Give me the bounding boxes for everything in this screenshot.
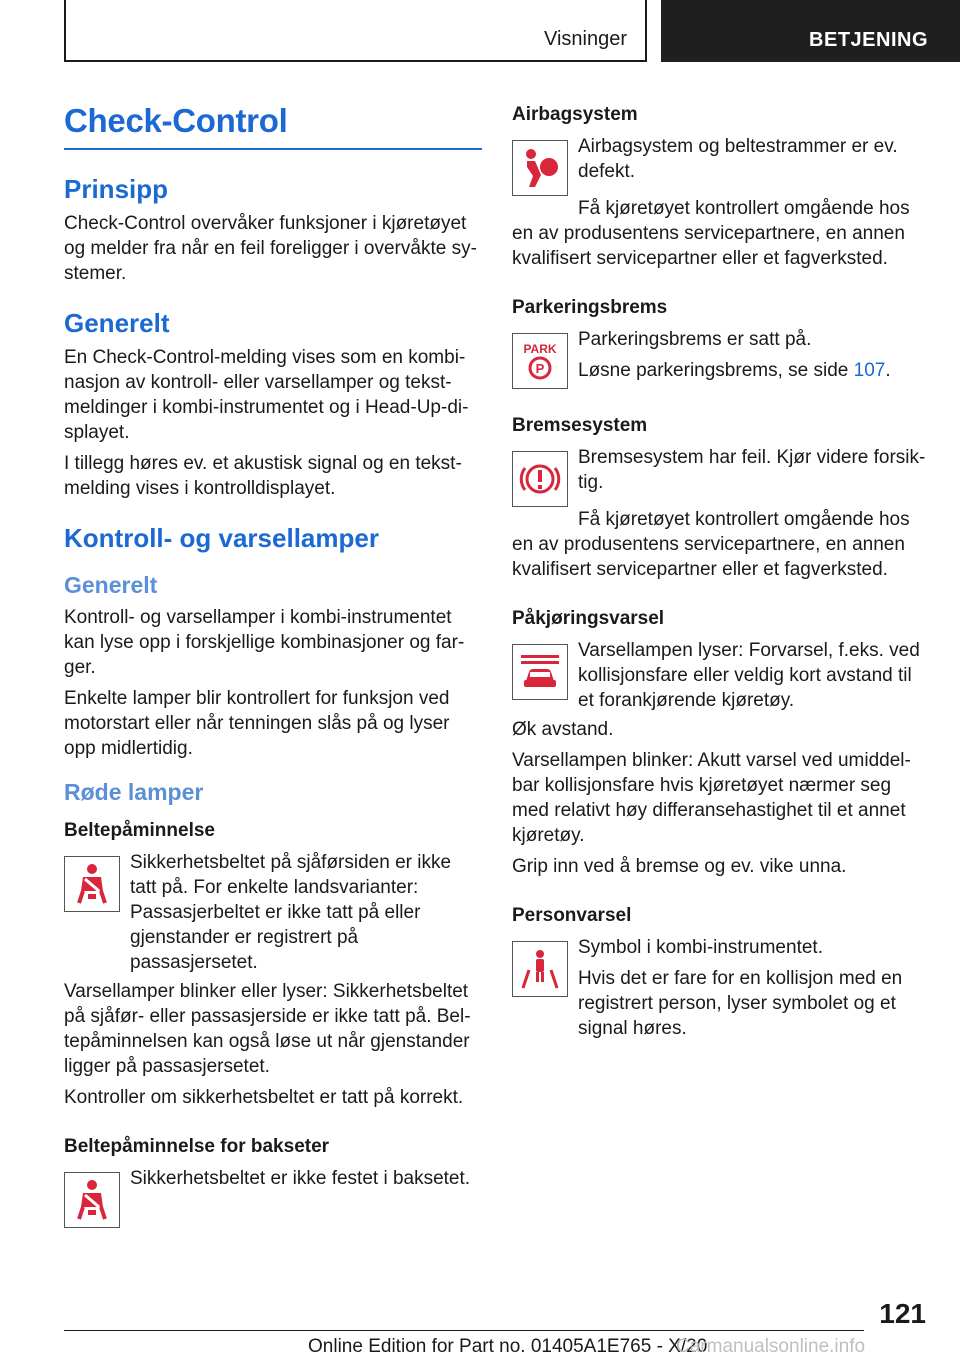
page-number: 121 — [879, 1298, 926, 1329]
park-p1: Parkeringsbrems er satt på. — [578, 329, 812, 350]
heading-prinsipp: Prinsipp — [64, 174, 169, 204]
park-icon-symbol: P — [535, 361, 545, 376]
subheading-generelt: Generelt — [64, 572, 158, 598]
kontroll-p1: Kontroll- og varsellamper i kombi-instrumentet kan lyse opp i forskjellige kombinasjoner og farger. — [64, 607, 465, 678]
entry-bremsesystem — [512, 415, 930, 582]
rear-seatbelt-icon — [64, 1172, 120, 1228]
entry-parkeringsbrems — [512, 297, 930, 389]
entry-pakjoringsvarsel — [512, 608, 930, 879]
park-p2-end: . — [885, 360, 891, 381]
entry-airbag — [512, 104, 930, 271]
kontroll-p2: Enkelte lamper blir kontrollert for funksjon ved motorstart eller når tenningen slås på og lyser opp midlertidig. — [64, 688, 450, 759]
collision-warning-icon — [512, 644, 568, 700]
park-p2-text: Løsne parkeringsbrems, se side — [578, 360, 854, 381]
brems-p2: Få kjøretøyet kontrollert omgående hos en av produsentens servicepartnere, en annen kvalifisert servicepartner eller et fagverksted. — [512, 509, 910, 580]
parking-brake-icon — [512, 333, 568, 389]
pedestrian-warning-icon — [512, 941, 568, 997]
left-column — [64, 98, 482, 1254]
park-heading: Parkeringsbrems — [512, 297, 668, 318]
airbag-p1: Airbagsystem og beltestrammer er ev. defekt. — [578, 136, 898, 182]
belte-p2: Varsellamper blinker eller lyser: Sikkerhetsbeltet på sjåfør- eller passasjerside er ikke tatt på. Beltepåminnelsen kan også løse ut når gjenstander ligger på passasjersetet. — [64, 981, 471, 1077]
person-p1: Symbol i kombi-instrumentet. — [578, 937, 823, 958]
person-p2: Hvis det er fare for en kollisjon med en registrert person, lyser symbolet og et signal høres. — [578, 968, 903, 1039]
heading-rode-lamper: Røde lamper — [64, 779, 204, 805]
pakjoring-p2: Øk avstand. — [512, 719, 614, 740]
pakjoring-p4: Grip inn ved å bremse og ev. vike unna. — [512, 856, 847, 877]
pakjoring-heading: Påkjøringsvarsel — [512, 608, 665, 629]
belte-p1: Sikkerhetsbeltet på sjåførsiden er ikke tatt på. For enkelte landsvarianter: Passasjerbeltet er ikke tatt på eller gjenstander er registrert på passasjersetet. — [130, 852, 452, 973]
pakjoring-p3: Varsellampen blinker: Akutt varsel ved umiddelbar kollisjonsfare hvis kjøretøyet nærmer seg med relativt høy differansehastighet til et annet kjøretøy. — [512, 750, 911, 846]
heading-generelt: Generelt — [64, 308, 170, 338]
footer-rule — [64, 1330, 864, 1331]
page-title: Check-Control — [64, 102, 482, 150]
entry-personvarsel — [512, 905, 930, 1045]
park-icon-text: PARK — [523, 342, 557, 356]
heading-kontroll: Kontroll- og varsellamper — [64, 523, 379, 553]
header-chapter-tab — [661, 0, 960, 62]
pakjoring-p1: Varsellampen lyser: Forvarsel, f.eks. ved kollisjonsfare eller veldig kort avstand til et forankjørende kjøretøy. — [578, 640, 920, 711]
belte-p3: Kontroller om sikkerhetsbeltet er tatt på korrekt. — [64, 1087, 464, 1108]
airbag-icon — [512, 140, 568, 196]
header-section-box — [64, 0, 647, 62]
header-section-title: Visninger — [543, 28, 627, 50]
brems-heading: Bremsesystem — [512, 415, 648, 436]
bakseter-heading: Beltepåminnelse for bakseter — [64, 1136, 330, 1157]
bakseter-p1: Sikkerhetsbeltet er ikke festet i baksetet. — [130, 1168, 471, 1189]
right-column — [512, 104, 930, 1071]
generelt-p2: I tillegg høres ev. et akustisk signal og en tekstmelding vises i kontrolldisplayet. — [64, 453, 462, 499]
park-p2 — [578, 358, 930, 383]
generelt-p1: En Check-Control-melding vises som en kombinasjon av kontroll- eller varsellamper og tekstmeldinger i kombi-instrumentet og i Head-Up-displayet. — [64, 347, 469, 443]
entry-bakseter — [64, 1136, 482, 1228]
page-107-link[interactable]: 107 — [853, 360, 886, 381]
page-header — [0, 0, 960, 68]
belte-heading: Beltepåminnelse — [64, 820, 215, 841]
person-heading: Personvarsel — [512, 905, 632, 926]
brake-warning-icon — [512, 451, 568, 507]
airbag-heading: Airbagsystem — [512, 104, 638, 125]
seatbelt-icon — [64, 856, 120, 912]
airbag-p2: Få kjøretøyet kontrollert omgående hos en av produsentens servicepartnere, en annen kvalifisert servicepartner eller et fagverksted. — [512, 198, 910, 269]
prinsipp-text: Check-Control overvåker funksjoner i kjøretøyet og melder fra når en feil foreligger i overvåkte systemer. — [64, 213, 477, 284]
entry-beltepaminnelse — [64, 820, 482, 1110]
footer-edition: Online Edition for Part no. 01405A1E765 - X/20 — [308, 1336, 708, 1357]
footer-watermark: Carmanualsonline.info — [676, 1336, 866, 1357]
header-chapter-title: BETJENING — [809, 29, 928, 51]
brems-p1: Bremsesystem har feil. Kjør videre forsiktig. — [578, 447, 926, 493]
